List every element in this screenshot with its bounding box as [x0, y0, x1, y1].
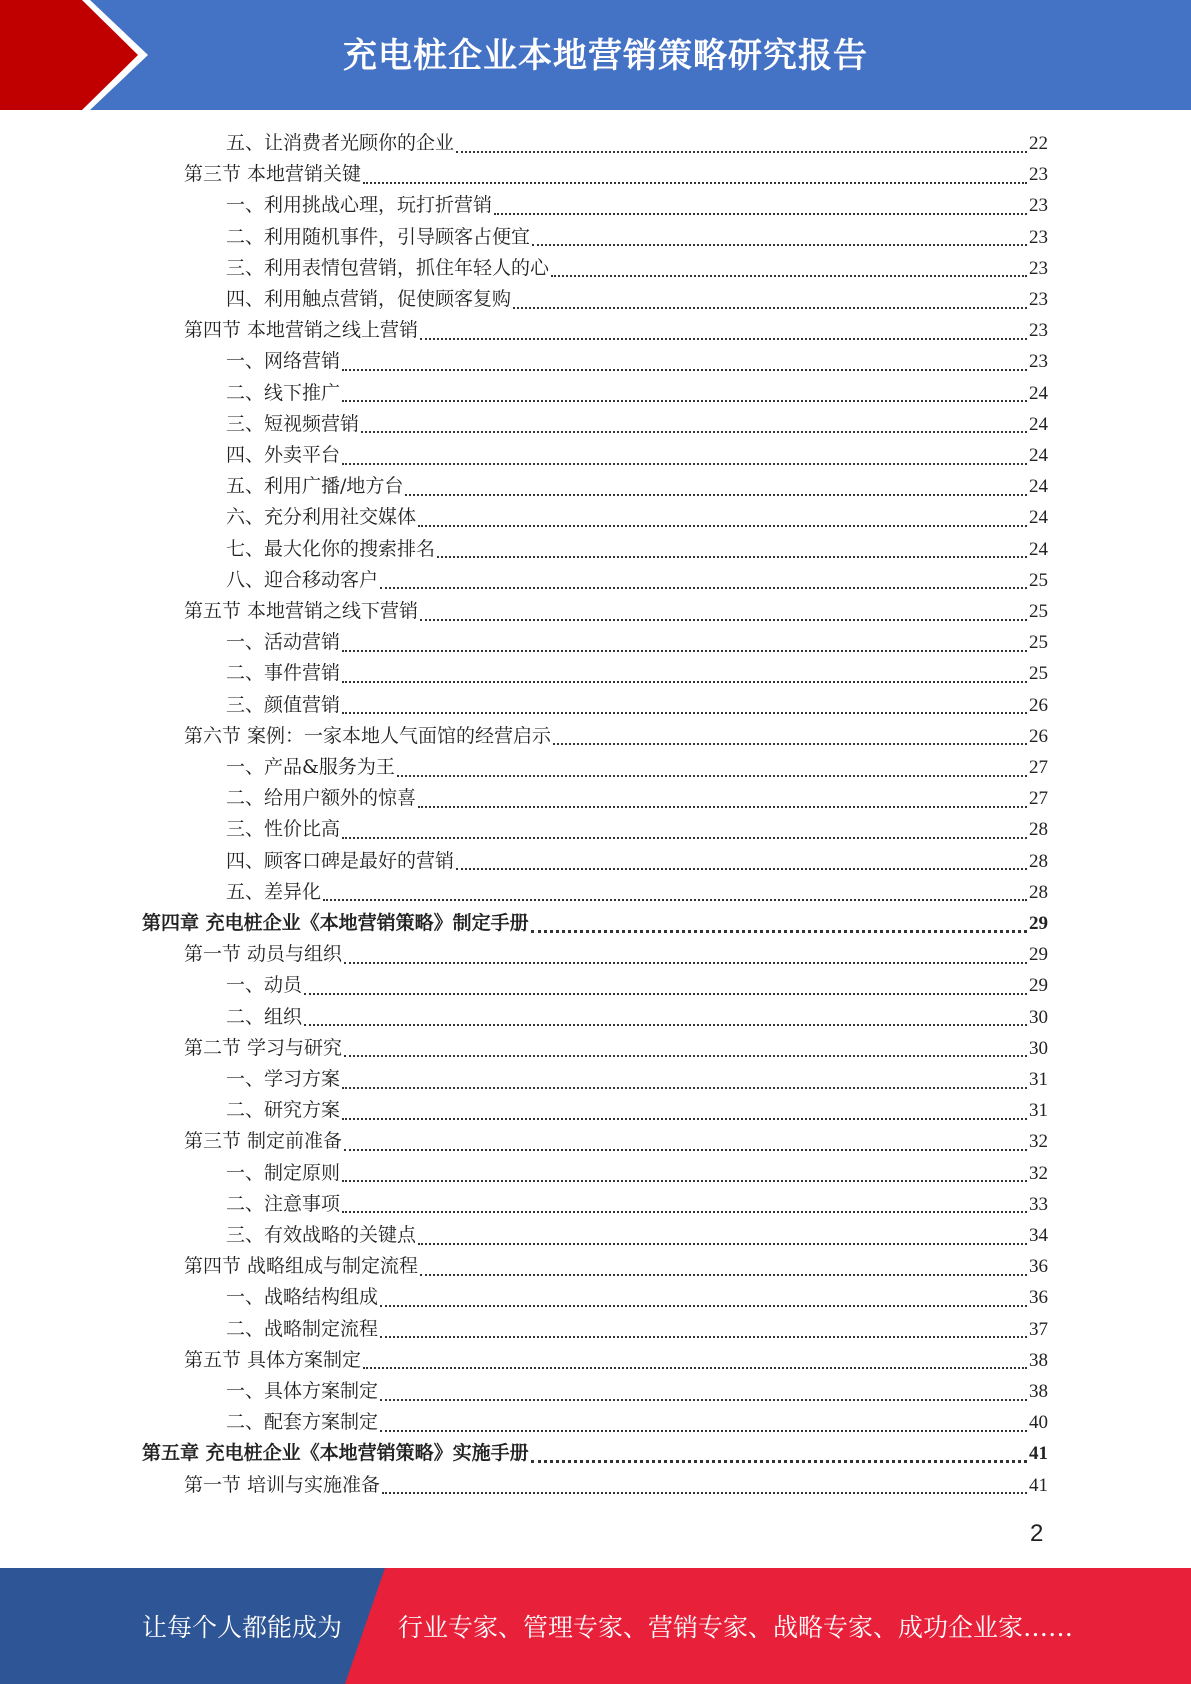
toc-entry-item[interactable]: [226, 1220, 1048, 1251]
toc-dot-leader: [323, 899, 1027, 901]
toc-entry-item[interactable]: [226, 846, 1048, 877]
toc-entry-title: 一、动员: [226, 974, 303, 997]
toc-entry-page: 25: [1029, 601, 1048, 622]
footer-slogan-left: 让每个人都能成为: [142, 1613, 343, 1642]
toc-dot-leader: [342, 837, 1027, 839]
toc-entry-title: 第五章 充电桩企业《本地营销策略》实施手册: [142, 1442, 529, 1465]
toc-entry-title: 二、注意事项: [226, 1192, 341, 1215]
toc-dot-leader: [420, 338, 1027, 340]
toc-dot-leader: [380, 1399, 1027, 1401]
toc-entry-item[interactable]: [226, 1002, 1048, 1033]
toc-entry-item[interactable]: [226, 1376, 1048, 1407]
page-footer: [0, 1568, 1191, 1684]
toc-entry-page: 30: [1029, 1037, 1048, 1059]
toc-entry-item[interactable]: [226, 502, 1048, 533]
toc-entry-page: 36: [1029, 1256, 1048, 1278]
toc-dot-leader: [418, 1243, 1027, 1245]
toc-dot-leader: [380, 1336, 1027, 1338]
toc-entry-item[interactable]: [226, 814, 1048, 845]
toc-entry-page: 24: [1029, 507, 1048, 529]
toc-entry-item[interactable]: [226, 409, 1048, 440]
toc-entry-title: 第三节 本地营销关键: [184, 163, 362, 186]
toc-entry-item[interactable]: [226, 752, 1048, 783]
toc-entry-item[interactable]: [226, 1407, 1048, 1438]
toc-dot-leader: [342, 1087, 1027, 1089]
toc-dot-leader: [342, 400, 1027, 402]
toc-entry-title: 四、利用触点营销，促使顾客复购: [226, 288, 512, 310]
toc-entry-page: 32: [1029, 1162, 1048, 1184]
toc-entry-page: 40: [1029, 1412, 1048, 1434]
toc-dot-leader: [342, 1180, 1027, 1182]
toc-dot-leader: [363, 1367, 1027, 1369]
toc-dot-leader: [456, 868, 1027, 870]
toc-entry-page: 23: [1029, 257, 1048, 279]
toc-dot-leader: [344, 962, 1027, 964]
toc-entry-title: 第四章 充电桩企业《本地营销策略》制定手册: [142, 912, 529, 934]
toc-entry-item[interactable]: [226, 1095, 1048, 1126]
toc-dot-leader: [342, 681, 1027, 683]
toc-dot-leader: [397, 775, 1027, 777]
toc-entry-page: 27: [1029, 788, 1048, 810]
toc-dot-leader: [304, 993, 1027, 995]
toc-dot-leader: [342, 463, 1027, 465]
toc-entry-title: 第四节 本地营销之线上营销: [184, 319, 419, 342]
toc-entry-page: 28: [1029, 850, 1048, 872]
toc-entry-page: 28: [1029, 819, 1048, 841]
toc-dot-leader: [456, 151, 1027, 153]
toc-entry-page: 28: [1029, 881, 1048, 903]
toc-entry-title: 五、让消费者光顾你的企业: [226, 132, 455, 154]
toc-entry-page: 24: [1029, 413, 1048, 435]
toc-entry-item[interactable]: [226, 783, 1048, 814]
toc-entry-title: 三、利用表情包营销，抓住年轻人的心: [226, 256, 550, 279]
toc-dot-leader: [344, 1055, 1027, 1057]
toc-entry-page: 23: [1029, 351, 1048, 373]
toc-entry-page: 31: [1029, 1100, 1048, 1122]
toc-dot-leader: [553, 743, 1027, 745]
toc-entry-title: 一、具体方案制定: [226, 1380, 379, 1402]
toc-entry-section[interactable]: [184, 159, 1048, 190]
toc-dot-leader: [342, 369, 1027, 371]
toc-dot-leader: [342, 712, 1027, 714]
toc-entry-item[interactable]: [226, 534, 1048, 565]
toc-entry-title: 一、产品&服务为王: [226, 756, 395, 778]
toc-dot-leader: [437, 556, 1027, 558]
toc-entry-title: 二、组织: [226, 1005, 303, 1028]
toc-entry-title: 八、迎合移动客户: [226, 568, 379, 591]
toc-dot-leader: [382, 1492, 1027, 1494]
toc-entry-title: 三、有效战略的关键点: [226, 1224, 417, 1246]
toc-entry-section[interactable]: [184, 1126, 1048, 1157]
toc-entry-page: 26: [1029, 694, 1048, 716]
toc-entry-title: 第四节 战略组成与制定流程: [184, 1255, 419, 1278]
toc-dot-leader: [363, 182, 1027, 184]
toc-entry-item[interactable]: [226, 1064, 1048, 1095]
toc-entry-item[interactable]: [226, 565, 1048, 596]
toc-entry-page: 24: [1029, 476, 1048, 498]
toc-entry-chapter[interactable]: [142, 1438, 1048, 1469]
toc-entry-item[interactable]: [226, 253, 1048, 284]
toc-entry-title: 第五节 本地营销之线下营销: [184, 600, 419, 622]
toc-entry-page: 23: [1029, 320, 1048, 342]
toc-entry-page: 34: [1029, 1225, 1048, 1246]
toc-entry-title: 第二节 学习与研究: [184, 1036, 343, 1059]
toc-entry-page: 25: [1029, 569, 1048, 591]
toc-entry-item[interactable]: [226, 346, 1048, 377]
toc-entry-title: 五、利用广播/地方台: [226, 475, 404, 498]
toc-entry-title: 一、网络营销: [226, 350, 341, 373]
toc-dot-leader: [531, 930, 1027, 933]
toc-entry-section[interactable]: [184, 1470, 1048, 1501]
toc-entry-title: 二、给用户额外的惊喜: [226, 787, 417, 810]
toc-dot-leader: [304, 1024, 1027, 1026]
toc-entry-item[interactable]: [226, 690, 1048, 721]
toc-dot-leader: [513, 307, 1027, 309]
toc-entry-item[interactable]: [226, 222, 1048, 253]
toc-entry-page: 29: [1029, 975, 1048, 997]
toc-entry-title: 三、短视频营销: [226, 412, 360, 435]
toc-entry-title: 一、学习方案: [226, 1068, 341, 1090]
toc-entry-page: 29: [1029, 913, 1048, 934]
page-number: 2: [1030, 1520, 1044, 1547]
toc-entry-section[interactable]: [184, 596, 1048, 627]
toc-entry-title: 六、充分利用社交媒体: [226, 506, 417, 529]
toc-dot-leader: [342, 650, 1027, 652]
toc-entry-title: 五、差异化: [226, 880, 322, 903]
toc-entry-page: 36: [1029, 1287, 1048, 1309]
toc-dot-leader: [342, 1211, 1027, 1213]
toc-entry-section[interactable]: [184, 1251, 1048, 1282]
toc-entry-title: 第五节 具体方案制定: [184, 1348, 362, 1371]
toc-entry-title: 第一节 培训与实施准备: [184, 1473, 381, 1496]
toc-dot-leader: [420, 1274, 1027, 1276]
toc-dot-leader: [361, 431, 1027, 433]
toc-entry-page: 23: [1029, 289, 1048, 310]
toc-entry-page: 38: [1029, 1381, 1048, 1402]
toc-entry-section[interactable]: [184, 315, 1048, 346]
toc-dot-leader: [380, 1305, 1027, 1307]
toc-entry-page: 31: [1029, 1069, 1048, 1090]
toc-entry-page: 23: [1029, 195, 1048, 217]
toc-entry-page: 29: [1029, 944, 1048, 966]
toc-entry-page: 27: [1029, 757, 1048, 778]
toc-dot-leader: [344, 1149, 1027, 1151]
toc-entry-item[interactable]: [226, 128, 1048, 159]
toc-entry-page: 41: [1029, 1443, 1048, 1465]
toc-entry-page: 33: [1029, 1193, 1048, 1215]
toc-entry-title: 二、配套方案制定: [226, 1411, 379, 1434]
toc-entry-title: 二、利用随机事件，引导顾客占便宜: [226, 225, 531, 248]
toc-entry-page: 30: [1029, 1006, 1048, 1028]
toc-entry-title: 一、活动营销: [226, 631, 341, 654]
toc-entry-item[interactable]: [226, 970, 1048, 1001]
toc-entry-title: 一、利用挑战心理，玩打折营销: [226, 194, 493, 217]
toc-entry-title: 四、顾客口碑是最好的营销: [226, 849, 455, 872]
toc-entry-title: 七、最大化你的搜索排名: [226, 537, 436, 560]
toc-entry-page: 22: [1029, 133, 1048, 154]
toc-dot-leader: [532, 244, 1027, 246]
toc-entry-item[interactable]: [226, 1314, 1048, 1345]
toc-dot-leader: [551, 275, 1027, 277]
footer-slogan-right: 行业专家、管理专家、营销专家、战略专家、成功企业家……: [398, 1613, 1074, 1642]
toc-entry-item[interactable]: [226, 1282, 1048, 1313]
toc-dot-leader: [342, 1118, 1027, 1120]
toc-entry-chapter[interactable]: [142, 908, 1048, 939]
toc-entry-item[interactable]: [226, 658, 1048, 689]
toc-dot-leader: [380, 587, 1027, 589]
toc-entry-title: 第一节 动员与组织: [184, 943, 343, 966]
toc-entry-item[interactable]: [226, 1158, 1048, 1189]
toc-entry-section[interactable]: [184, 939, 1048, 970]
toc-entry-section[interactable]: [184, 721, 1048, 752]
toc-dot-leader: [418, 806, 1027, 808]
toc-entry-title: 二、战略制定流程: [226, 1317, 379, 1340]
toc-entry-item[interactable]: [226, 627, 1048, 658]
toc-entry-item[interactable]: [226, 190, 1048, 221]
toc-entry-page: 26: [1029, 725, 1048, 747]
toc-entry-section[interactable]: [184, 1345, 1048, 1376]
toc-entry-item[interactable]: [226, 471, 1048, 502]
toc-entry-title: 三、性价比高: [226, 818, 341, 841]
toc-dot-leader: [531, 1460, 1027, 1463]
toc-entry-title: 二、研究方案: [226, 1099, 341, 1122]
toc-entry-item[interactable]: [226, 877, 1048, 908]
toc-entry-title: 三、颜值营销: [226, 693, 341, 716]
toc-entry-page: 24: [1029, 445, 1048, 466]
toc-entry-item[interactable]: [226, 1189, 1048, 1220]
toc-entry-title: 一、制定原则: [226, 1161, 341, 1184]
toc-entry-title: 第六节 案例：一家本地人气面馆的经营启示: [184, 724, 552, 747]
toc-dot-leader: [418, 525, 1027, 527]
toc-entry-page: 24: [1029, 538, 1048, 560]
toc-entry-section[interactable]: [184, 1033, 1048, 1064]
toc-entry-page: 24: [1029, 382, 1048, 404]
toc-entry-page: 37: [1029, 1318, 1048, 1340]
toc-entry-page: 25: [1029, 632, 1048, 654]
toc-entry-page: 23: [1029, 226, 1048, 248]
toc-entry-title: 二、线下推广: [226, 381, 341, 404]
toc-entry-title: 第三节 制定前准备: [184, 1130, 343, 1153]
toc-entry-page: 23: [1029, 164, 1048, 186]
toc-entry-item[interactable]: [226, 378, 1048, 409]
report-title: 充电桩企业本地营销策略研究报告: [343, 36, 868, 76]
toc-dot-leader: [380, 1430, 1027, 1432]
toc-entry-title: 二、事件营销: [226, 662, 341, 685]
toc-entry-page: 38: [1029, 1349, 1048, 1371]
toc-entry-item[interactable]: [226, 284, 1048, 315]
toc-entry-page: 41: [1029, 1474, 1048, 1496]
toc-entry-title: 四、外卖平台: [226, 444, 341, 466]
toc-dot-leader: [420, 619, 1027, 621]
page-header: [0, 0, 1191, 110]
toc-entry-item[interactable]: [226, 440, 1048, 471]
toc-entry-page: 25: [1029, 663, 1048, 685]
toc-dot-leader: [405, 494, 1027, 496]
toc-entry-page: 32: [1029, 1131, 1048, 1153]
toc-entry-title: 一、战略结构组成: [226, 1286, 379, 1309]
toc-dot-leader: [494, 213, 1027, 215]
